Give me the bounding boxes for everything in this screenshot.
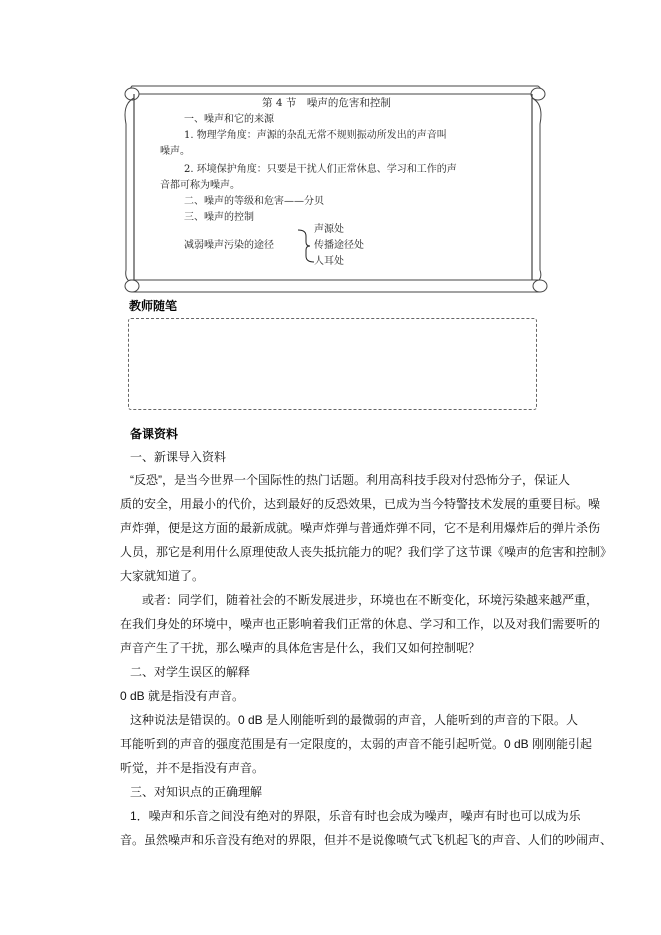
scroll-item-2-line1: 2. 环境保护角度：只要是干扰人们正常休息、学习和工作的声 — [184, 164, 457, 175]
paragraph-line: 质的安全，用最小的代价，达到最好的反恐效果，已成为当今特警技术发展的重要目标。噪 — [120, 497, 601, 511]
paragraph-line: 人员，那它是利用什么原理使敌人丧失抵抗能力的呢？我们学了这节课《噪声的危害和控制》 — [120, 545, 613, 559]
teacher-notes-heading: 教师随笔 — [129, 299, 178, 313]
section-heading-understanding: 三、对知识点的正确理解 — [130, 785, 263, 799]
scroll-branch-path: 传播途径处 — [314, 240, 364, 251]
paragraph-line: 音。虽然噪声和乐音没有绝对的界限，但并不是说像喷气式飞机起飞的声音、人们的吵闹声、 — [120, 833, 613, 847]
scroll-section-1: 一、噪声和它的来源 — [184, 114, 274, 125]
paragraph-line: 声炸弹，便是这方面的最新成就。噪声炸弹与普通炸弹不同，它不是利用爆炸后的弹片杀伤 — [120, 521, 601, 535]
paragraph-line: 大家就知道了。 — [120, 569, 205, 583]
scroll-item-1-line2: 噪声。 — [160, 146, 190, 157]
scroll-branch-ear: 人耳处 — [314, 256, 344, 267]
paragraph-line: 0 dB 就是指没有声音。 — [120, 689, 245, 703]
paragraph-line: 耳能听到的声音的强度范围是有一定限度的，太弱的声音不能引起听觉。0 dB 刚刚能引起 — [120, 737, 593, 751]
section-heading-misconception: 二、对学生误区的解释 — [130, 665, 251, 679]
paragraph-line: 这种说法是错误的。0 dB 是人刚能听到的最微弱的声音，人能听到的声音的下限。人 — [130, 713, 579, 727]
paragraph-line: 听觉，并不是指没有声音。 — [120, 761, 265, 775]
scroll-branch-source: 声源处 — [314, 224, 344, 235]
scroll-title: 第 4 节 噪声的危害和控制 — [262, 97, 391, 109]
paragraph-line: 声音产生了干扰，那么噪声的具体危害是什么，我们又如何控制呢？ — [120, 641, 481, 655]
scroll-item-2-line2: 音都可称为噪声。 — [160, 180, 240, 191]
scroll-section-2: 二、噪声的等级和危害——分贝 — [184, 196, 324, 207]
paragraph-line: 在我们身处的环境中，噪声也正影响着我们正常的休息、学习和工作，以及对我们需要听的 — [120, 617, 601, 631]
paragraph-line: “反恐”，是当今世界一个国际性的热门话题。利用高科技手段对付恐怖分子，保证人 — [130, 473, 570, 487]
teacher-notes-box[interactable] — [128, 318, 537, 410]
section-heading-intro: 一、新课导入资料 — [130, 450, 227, 464]
paragraph-line: 或者：同学们，随着社会的不断发展进步，环境也在不断变化，环境污染越来越严重， — [142, 593, 599, 607]
prep-materials-heading: 备课资料 — [130, 427, 179, 441]
paragraph-line: 1．噪声和乐音之间没有绝对的界限，乐音有时也会成为噪声，噪声有时也可以成为乐 — [130, 809, 581, 823]
lesson-summary-scroll — [120, 84, 550, 294]
scroll-item-1-line1: 1. 物理学角度：声源的杂乱无常不规则振动所发出的声音叫 — [184, 130, 447, 141]
scroll-section-3: 三、噪声的控制 — [184, 212, 254, 223]
scroll-route-label: 减弱噪声污染的途径 — [184, 240, 274, 251]
